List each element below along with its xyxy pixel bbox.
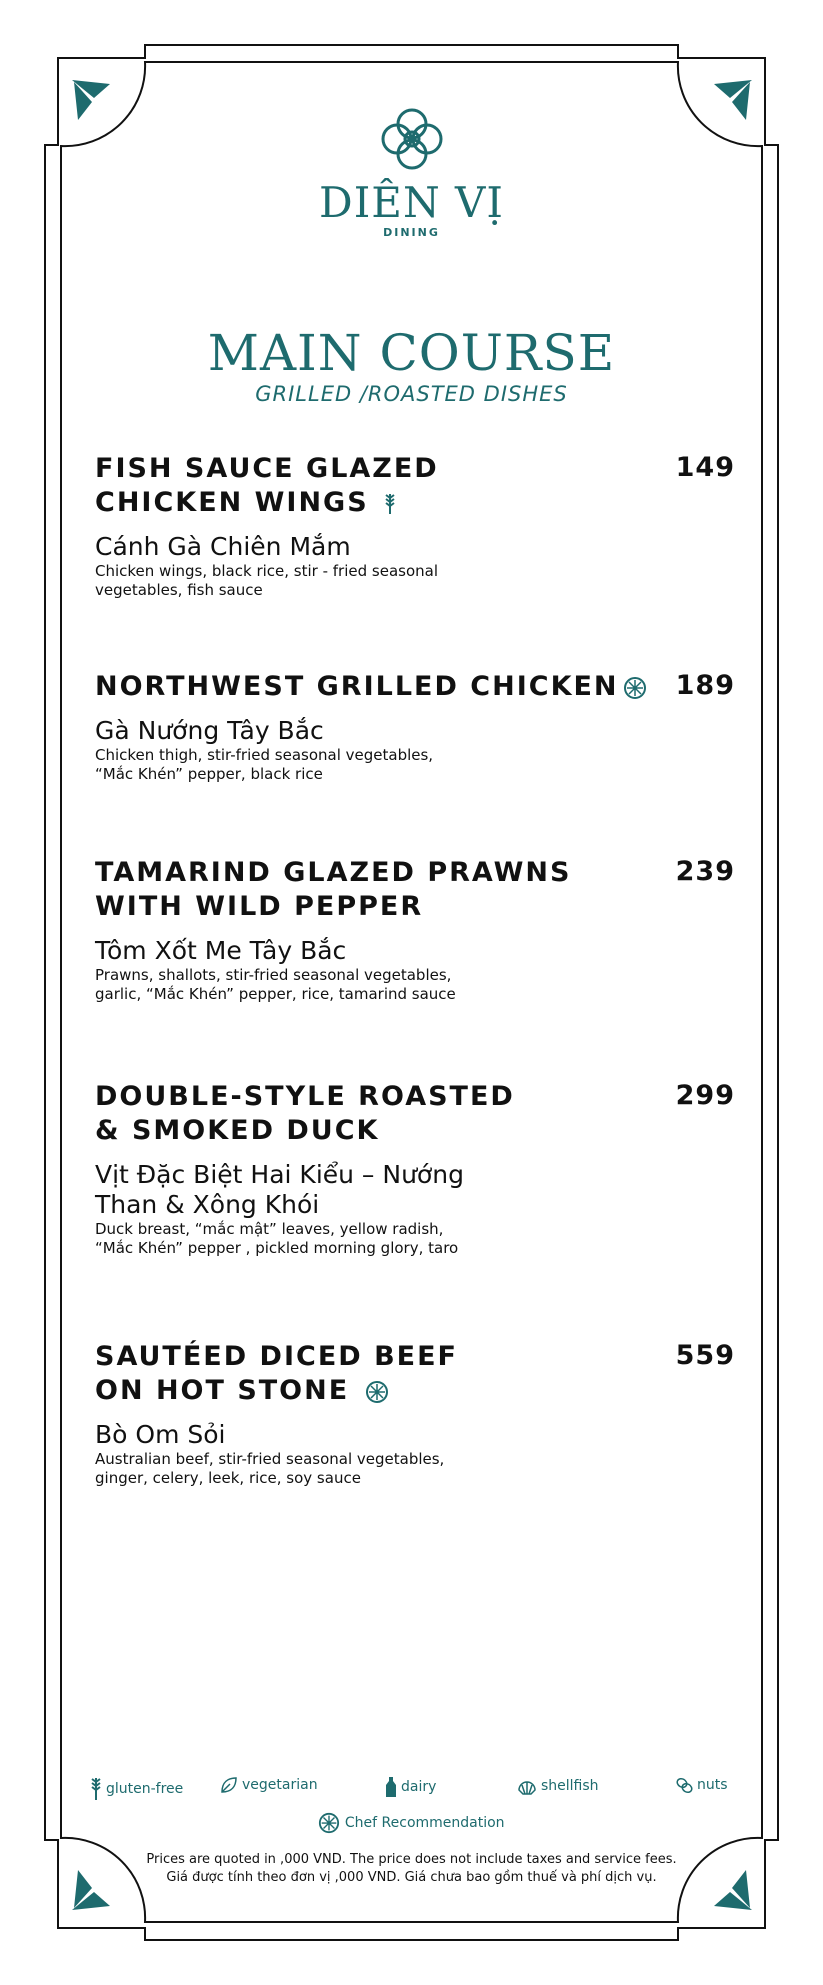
allergen-legend bbox=[85, 1776, 735, 1804]
legend-label: gluten-free bbox=[106, 1781, 184, 1797]
item-name-line: TAMARIND GLAZED PRAWNS bbox=[95, 857, 572, 888]
legend-dairy bbox=[385, 1776, 436, 1798]
gluten-free-icon bbox=[90, 1776, 102, 1802]
item-name-line: ON HOT STONE bbox=[95, 1375, 350, 1406]
item-name bbox=[95, 1340, 615, 1408]
legend-nuts bbox=[675, 1776, 728, 1794]
shell-icon bbox=[517, 1776, 537, 1796]
item-name bbox=[95, 670, 655, 704]
price-note-vietnamese: Giá được tính theo đơn vị ,000 VND. Giá chưa bao gồm thuế và phí dịch vụ. bbox=[166, 1870, 657, 1885]
menu-item bbox=[95, 670, 735, 784]
menu-item bbox=[95, 1080, 735, 1258]
item-description-line: Duck breast, “mắc mật” leaves, yellow radish, bbox=[95, 1220, 444, 1238]
menu-item bbox=[95, 452, 735, 600]
item-vietnamese-name: Gà Nướng Tây Bắc bbox=[95, 716, 324, 745]
legend-label: vegetarian bbox=[242, 1777, 318, 1793]
item-description-line: “Mắc Khén” pepper , pickled morning glory, taro bbox=[95, 1239, 459, 1257]
item-description-line: vegetables, fish sauce bbox=[95, 581, 263, 599]
item-vietnamese-name-line: Vịt Đặc Biệt Hai Kiểu – Nướng bbox=[95, 1160, 464, 1189]
item-name-line: DOUBLE-STYLE ROASTED bbox=[95, 1081, 515, 1112]
item-name-line: WITH WILD PEPPER bbox=[95, 891, 424, 922]
section-title: MAIN COURSE bbox=[207, 324, 616, 382]
item-name bbox=[95, 1080, 615, 1148]
chef-recommendation-icon bbox=[365, 1380, 389, 1404]
legend-label: shellfish bbox=[541, 1778, 599, 1794]
peanut-icon bbox=[675, 1776, 693, 1794]
item-name bbox=[95, 856, 615, 924]
item-price: 239 bbox=[675, 856, 735, 887]
chef-recommendation-icon bbox=[623, 676, 647, 700]
item-name-line: NORTHWEST GRILLED CHICKEN bbox=[95, 671, 619, 702]
item-description bbox=[95, 746, 495, 784]
item-name-line: CHICKEN WINGS bbox=[95, 487, 369, 518]
item-price: 559 bbox=[675, 1340, 735, 1371]
lotus-logo-icon bbox=[377, 104, 447, 174]
item-vietnamese-name-line: Than & Xông Khói bbox=[95, 1190, 320, 1219]
legend-chef-recommendation bbox=[0, 1812, 823, 1834]
item-description-line: garlic, “Mắc Khén” pepper, rice, tamarind sauce bbox=[95, 985, 456, 1003]
item-description bbox=[95, 1220, 495, 1258]
legend-vegetarian bbox=[220, 1776, 318, 1794]
item-description-line: “Mắc Khén” pepper, black rice bbox=[95, 765, 323, 783]
item-description bbox=[95, 562, 495, 600]
brand-logo bbox=[0, 104, 823, 178]
brand-name: DIÊN VỊ bbox=[319, 178, 504, 227]
legend-label: nuts bbox=[697, 1777, 728, 1793]
item-description bbox=[95, 966, 495, 1004]
item-vietnamese-name bbox=[95, 1160, 515, 1220]
item-description-line: Chicken thigh, stir-fried seasonal vegetables, bbox=[95, 746, 434, 764]
item-price: 189 bbox=[675, 670, 735, 701]
item-description-line: Chicken wings, black rice, stir - fried seasonal bbox=[95, 562, 439, 580]
item-name-line: SAUTÉED DICED BEEF bbox=[95, 1341, 458, 1372]
menu-item bbox=[95, 1340, 735, 1488]
gluten-free-icon bbox=[384, 492, 396, 516]
leaf-icon bbox=[220, 1776, 238, 1794]
chef-recommendation-icon bbox=[318, 1812, 340, 1834]
item-description-line: Australian beef, stir-fried seasonal vegetables, bbox=[95, 1450, 445, 1468]
item-description-line: ginger, celery, leek, rice, soy sauce bbox=[95, 1469, 361, 1487]
section-subtitle: GRILLED /ROASTED DISHES bbox=[255, 382, 568, 406]
item-name-line: FISH SAUCE GLAZED bbox=[95, 453, 439, 484]
legend-gluten-free bbox=[90, 1776, 183, 1802]
item-vietnamese-name: Bò Om Sỏi bbox=[95, 1420, 226, 1449]
legend-label: Chef Recommendation bbox=[344, 1815, 505, 1831]
item-name bbox=[95, 452, 615, 520]
item-vietnamese-name: Tôm Xốt Me Tây Bắc bbox=[95, 936, 347, 965]
price-note-english: Prices are quoted in ,000 VND. The price does not include taxes and service fees. bbox=[146, 1852, 677, 1867]
item-vietnamese-name: Cánh Gà Chiên Mắm bbox=[95, 532, 351, 561]
legend-label: dairy bbox=[401, 1779, 437, 1795]
item-price: 149 bbox=[675, 452, 735, 483]
item-description-line: Prawns, shallots, stir-fried seasonal vegetables, bbox=[95, 966, 452, 984]
item-price: 299 bbox=[675, 1080, 735, 1111]
brand-tagline: DINING bbox=[383, 226, 440, 239]
item-description bbox=[95, 1450, 495, 1488]
legend-shellfish bbox=[517, 1776, 599, 1796]
item-name-line: & SMOKED DUCK bbox=[95, 1115, 380, 1146]
menu-item bbox=[95, 856, 735, 1004]
milk-bottle-icon bbox=[385, 1776, 397, 1798]
